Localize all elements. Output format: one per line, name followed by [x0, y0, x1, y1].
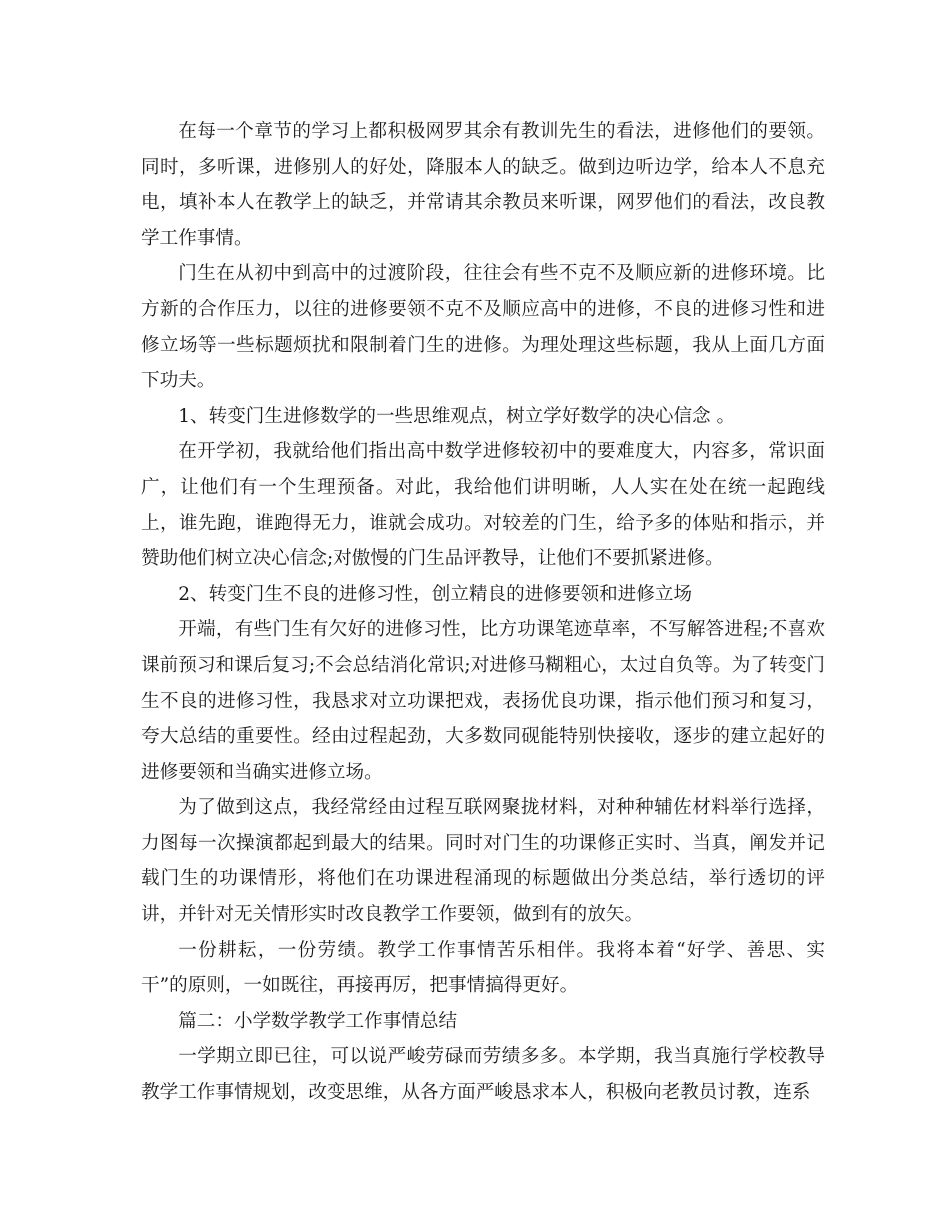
paragraph: 开端，有些门生有欠好的进修习性，比方功课笔迹草率，不写解答进程;不喜欢课前预习和课后复习;不会总结消化常识;对进修马糊粗心，太过自负等。为了转变门生不良的进修习性，我恳求对立功课把戏，表扬优良功课，指示他们预习和复习，夸大总结的重要性。经由过程起劲，大多数同砚能特别快接收，逐步的建立起好的进修要领和当确实进修立场。 — [141, 619, 825, 783]
paragraph: 为了做到这点，我经常经由过程互联网聚拢材料，对种种辅佐材料举行选择，力图每一次操演都起到最大的结果。同时对门生的功课修正实时、当真，阐发并记载门生的功课情形，将他们在功课进程涌现的标题做出分类总结，举行透切的评讲，并针对无关情形实时改良教学工作要领，做到有的放矢。 — [141, 797, 825, 926]
paragraph: 门生在从初中到高中的过渡阶段，往往会有些不克不及顺应新的进修环境。比方新的合作压力，以往的进修要领不克不及顺应高中的进修，不良的进修习性和进修立场等一些标题烦扰和限制着门生的进修。为理处理这些标题，我从上面几方面下功夫。 — [141, 263, 825, 392]
paragraph: 在每一个章节的学习上都积极网罗其余有教训先生的看法，进修他们的要领。同时，多听课，进修别人的好处，降服本人的缺乏。做到边听边学，给本人不息充电，填补本人在教学上的缺乏，并常请其余教员来听课，网罗他们的看法，改良教学工作事情。 — [141, 121, 825, 249]
paragraph: 一份耕耘，一份劳绩。教学工作事情苦乐相伴。我将本着“好学、善思、实干”的原则，一如既往，再接再厉，把事情搞得更好。 — [141, 939, 825, 997]
section-heading: 1、转变门生进修数学的一些思维观点，树立学好数学的决心信念 。 — [178, 405, 736, 427]
section-heading: 2、转变门生不良的进修习性，创立精良的进修要领和进修立场 — [178, 583, 693, 605]
chapter-title: 篇二：小学数学教学工作事情总结 — [178, 1010, 458, 1032]
paragraph: 在开学初，我就给他们指出高中数学进修较初中的要难度大，内容多，常识面广，让他们有一个生理预备。对此，我给他们讲明晰，人人实在处在统一起跑线上，谁先跑，谁跑得无力，谁就会成功。对较差的门生，给予多的体贴和指示，并赞助他们树立决心信念;对傲慢的门生品评教导，让他们不要抓紧进修。 — [141, 441, 825, 570]
paragraph: 一学期立即已往，可以说严峻劳碌而劳绩多多。本学期，我当真施行学校教导教学工作事情规划，改变思维，从各方面严峻恳求本人，积极向老教员讨教，连系 — [141, 1046, 825, 1104]
body-text — [141, 114, 825, 1111]
